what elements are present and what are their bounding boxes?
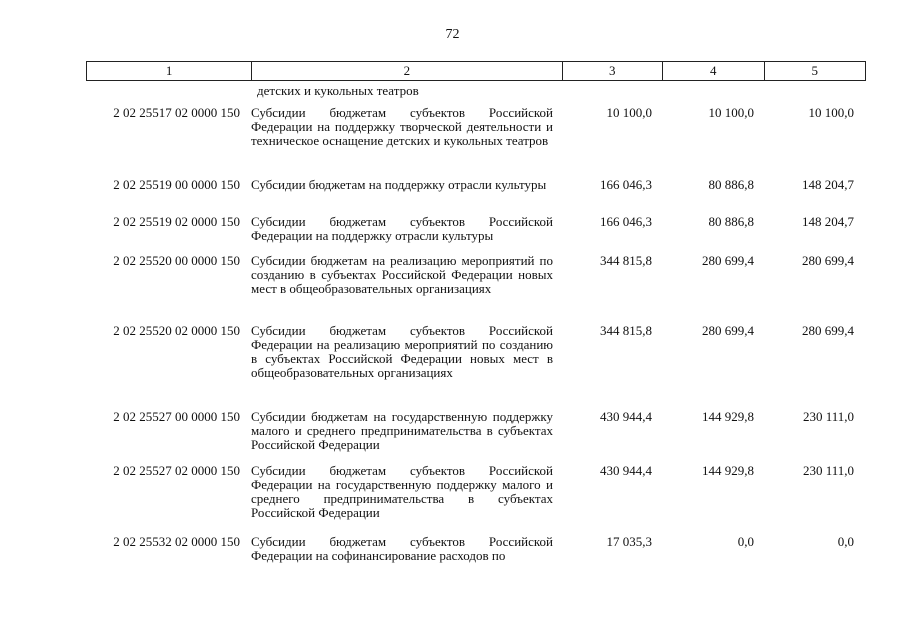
value-col-5: 148 204,7 xyxy=(802,177,854,192)
value-col-4: 80 886,8 xyxy=(708,214,754,229)
value-col-4: 280 699,4 xyxy=(702,253,754,268)
value-col-4: 144 929,8 xyxy=(702,463,754,478)
budget-code: 2 02 25520 00 0000 150 xyxy=(113,253,240,268)
row-description: Субсидии бюджетам субъектов Российской Федерации на поддержку отрасли культуры xyxy=(251,214,553,243)
row-description: Субсидии бюджетам субъектов Российской Федерации на софинансирование расходов по xyxy=(251,534,553,563)
column-header-3: 3 xyxy=(562,62,662,80)
column-header-4: 4 xyxy=(662,62,763,80)
value-col-5: 280 699,4 xyxy=(802,323,854,338)
table-row xyxy=(86,178,866,192)
value-col-5: 230 111,0 xyxy=(802,409,854,424)
value-col-5: 0,0 xyxy=(837,534,854,549)
table-header xyxy=(86,61,866,81)
value-col-3: 166 046,3 xyxy=(600,177,652,192)
row-description: Субсидии бюджетам субъектов Российской Федерации на поддержку творческой деятельности и техническое оснащение детских и кукольных театров xyxy=(251,105,553,148)
budget-code: 2 02 25519 00 0000 150 xyxy=(113,177,240,192)
budget-code: 2 02 25520 02 0000 150 xyxy=(113,323,240,338)
row-description: Субсидии бюджетам на государственную поддержку малого и среднего предпринимательства в субъектах Российской Федерации xyxy=(251,409,553,452)
value-col-4: 280 699,4 xyxy=(702,323,754,338)
column-header-2: 2 xyxy=(251,62,561,80)
value-col-4: 144 929,8 xyxy=(702,409,754,424)
table-row xyxy=(86,106,866,148)
value-col-3: 166 046,3 xyxy=(600,214,652,229)
row-description: Субсидии бюджетам на поддержку отрасли культуры xyxy=(251,177,547,192)
budget-code: 2 02 25532 02 0000 150 xyxy=(113,534,240,549)
column-header-1: 1 xyxy=(165,63,173,78)
value-col-4: 0,0 xyxy=(737,534,754,549)
page-number: 72 xyxy=(445,27,460,42)
table-row xyxy=(86,254,866,296)
carry-over-text: детских и кукольных театров xyxy=(257,83,419,98)
value-col-5: 10 100,0 xyxy=(808,105,854,120)
value-col-5: 230 111,0 xyxy=(802,463,854,478)
value-col-5: 148 204,7 xyxy=(802,214,854,229)
table-row xyxy=(86,410,866,452)
row-description: Субсидии бюджетам субъектов Российской Федерации на реализацию мероприятий по созданию в субъектах Российской Федерации новых мест в общеобразовательных организациях xyxy=(251,323,553,380)
budget-code: 2 02 25517 02 0000 150 xyxy=(113,105,240,120)
value-col-3: 344 815,8 xyxy=(600,253,652,268)
value-col-4: 80 886,8 xyxy=(708,177,754,192)
budget-code: 2 02 25527 02 0000 150 xyxy=(113,463,240,478)
row-description: Субсидии бюджетам на реализацию мероприятий по созданию в субъектах Российской Федерации новых мест в общеобразовательных организациях xyxy=(251,253,553,296)
budget-code: 2 02 25519 02 0000 150 xyxy=(113,214,240,229)
table-row xyxy=(86,535,866,563)
value-col-3: 430 944,4 xyxy=(600,409,652,424)
value-col-4: 10 100,0 xyxy=(708,105,754,120)
column-header-5: 5 xyxy=(764,62,865,80)
value-col-3: 10 100,0 xyxy=(606,105,652,120)
row-description: Субсидии бюджетам субъектов Российской Федерации на государственную поддержку малого и среднего предпринимательства в субъектах Российской Федерации xyxy=(251,463,553,520)
table-row xyxy=(86,215,866,243)
value-col-5: 280 699,4 xyxy=(802,253,854,268)
value-col-3: 344 815,8 xyxy=(600,323,652,338)
table-row xyxy=(86,464,866,520)
budget-code: 2 02 25527 00 0000 150 xyxy=(113,409,240,424)
value-col-3: 17 035,3 xyxy=(606,534,652,549)
table-row xyxy=(86,324,866,380)
value-col-3: 430 944,4 xyxy=(600,463,652,478)
